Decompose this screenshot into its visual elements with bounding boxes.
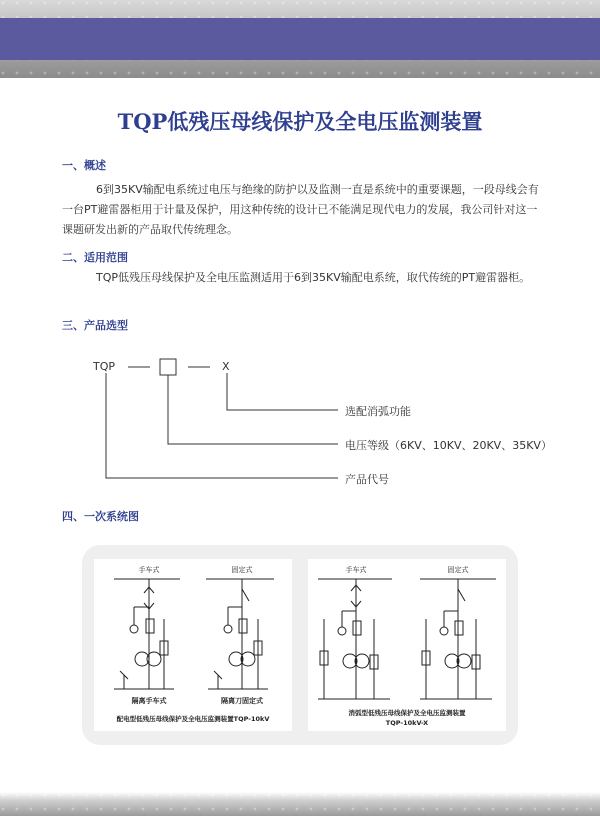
label-product-code: 产品代号 [345,473,389,486]
right-caption-line1: 消弧型低残压母线保护及全电压监测装置 [348,709,466,717]
right-col2-title: 固定式 [447,566,469,574]
label-arc-option: 选配消弧功能 [345,405,411,418]
right-col1-title: 手车式 [345,566,367,574]
scope-paragraph: TQP低残压母线保护及全电压监测适用于6到35KV输配电系统，取代传统的PT避雷器柜。 [96,271,531,284]
section-heading-system-diagram: 四、一次系统图 [62,510,139,523]
left-col2-title: 固定式 [231,566,253,574]
footer-metal-texture [0,792,600,816]
model-prefix: TQP [93,360,116,373]
left-col2-caption: 隔离刀固定式 [221,697,263,705]
diagram-container [82,545,518,745]
left-col1-title: 手车式 [138,566,160,574]
leader-arc [227,373,338,410]
left-col1-caption: 隔离手车式 [131,697,167,705]
model-suffix: X [222,360,230,373]
leader-code [106,373,338,478]
header-banner [0,0,600,78]
left-caption: 配电型低残压母线保护及全电压监测装置TQP-10kV [116,715,270,723]
model-code-diagram [0,340,600,490]
label-voltage-level: 电压等级（6KV、10KV、20KV、35KV） [345,439,552,452]
section-heading-model: 三、产品选型 [62,319,128,332]
schematic-left [94,559,292,731]
header-purple-band [0,18,600,60]
right-caption-line2: TQP-10kV-X [385,719,429,727]
diagram-panel-right [308,559,506,731]
page-title: TQP低残压母线保护及全电压监测装置 [117,109,483,134]
footer-banner [0,792,600,816]
section-heading-scope: 二、适用范围 [62,251,128,264]
code-box [160,359,176,375]
section-heading-overview: 一、概述 [62,159,106,172]
schematic-right [308,559,506,731]
overview-paragraph: 6到35KV输配电系统过电压与绝缘的防护以及监测一直是系统中的重要课题，一段母线会有一台PT避雷器柜用于计量及保护，用这种传统的设计已不能满足现代电力的发展，我公司针对这一课题研发出新的产品取代传统理念。 [62,183,539,236]
diagram-panel-left [94,559,292,731]
